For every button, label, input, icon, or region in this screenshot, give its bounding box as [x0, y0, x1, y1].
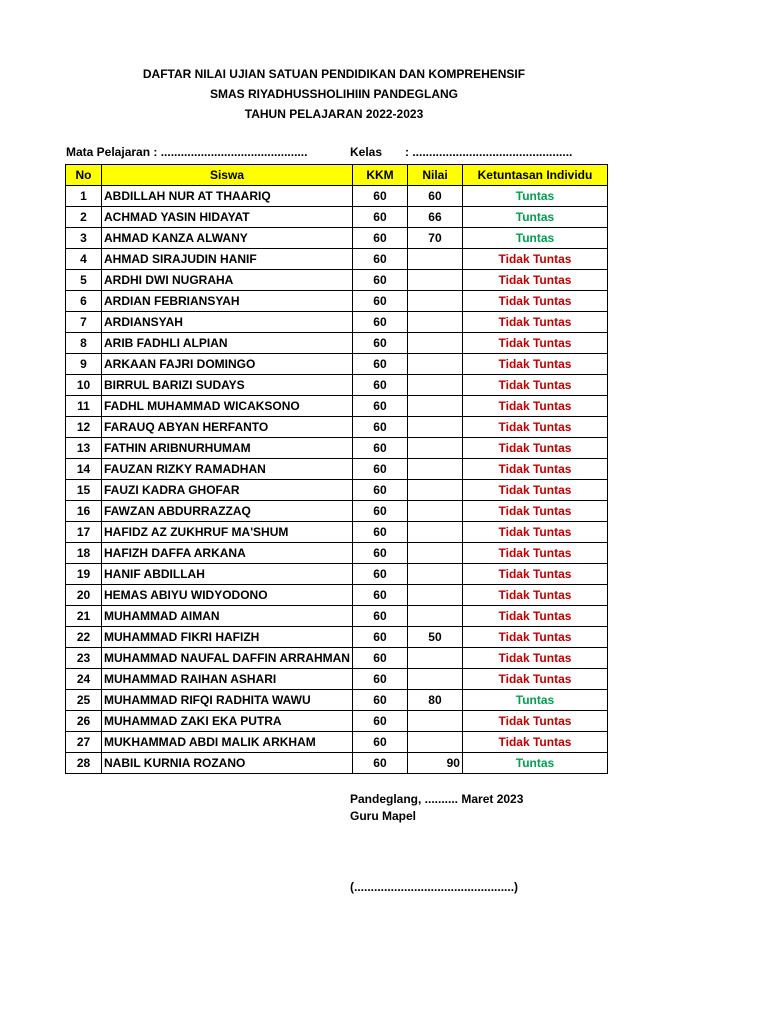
student-name: HEMAS ABIYU WIDYODONO: [102, 585, 353, 606]
student-name: ARDIANSYAH: [102, 312, 353, 333]
completion-status: Tidak Tuntas: [462, 627, 607, 648]
student-name: FADHL MUHAMMAD WICAKSONO: [102, 396, 353, 417]
score-value: [407, 375, 462, 396]
row-number: 26: [66, 711, 102, 732]
completion-status: Tidak Tuntas: [462, 333, 607, 354]
row-number: 5: [66, 270, 102, 291]
score-value: [407, 606, 462, 627]
row-number: 24: [66, 669, 102, 690]
table-row: [66, 669, 608, 690]
kkm-value: 60: [352, 207, 407, 228]
score-value: [407, 501, 462, 522]
row-number: 13: [66, 438, 102, 459]
student-name: MUHAMMAD AIMAN: [102, 606, 353, 627]
student-name: MUHAMMAD FIKRI HAFIZH: [102, 627, 353, 648]
row-number: 20: [66, 585, 102, 606]
student-name: FATHIN ARIBNURHUMAM: [102, 438, 353, 459]
kkm-value: 60: [352, 648, 407, 669]
grades-table: [65, 164, 608, 774]
score-value: [407, 732, 462, 753]
kkm-value: 60: [352, 585, 407, 606]
table-row: [66, 585, 608, 606]
column-header-no: No: [66, 165, 102, 186]
score-value: [407, 543, 462, 564]
score-value: [407, 459, 462, 480]
signature-role: Guru Mapel: [350, 809, 417, 823]
score-value: [407, 480, 462, 501]
student-name: ACHMAD YASIN HIDAYAT: [102, 207, 353, 228]
completion-status: Tidak Tuntas: [462, 648, 607, 669]
completion-status: Tidak Tuntas: [462, 375, 607, 396]
kkm-value: 60: [352, 228, 407, 249]
student-name: AHMAD KANZA ALWANY: [102, 228, 353, 249]
table-row: [66, 438, 608, 459]
kkm-value: 60: [352, 501, 407, 522]
row-number: 16: [66, 501, 102, 522]
completion-status: Tidak Tuntas: [462, 606, 607, 627]
score-value: 66: [407, 207, 462, 228]
kkm-value: 60: [352, 606, 407, 627]
row-number: 15: [66, 480, 102, 501]
table-row: [66, 648, 608, 669]
row-number: 6: [66, 291, 102, 312]
row-number: 3: [66, 228, 102, 249]
student-name: MUHAMMAD ZAKI EKA PUTRA: [102, 711, 353, 732]
score-value: [407, 270, 462, 291]
student-name: MUHAMMAD NAUFAL DAFFIN ARRAHMAN: [102, 648, 353, 669]
completion-status: Tidak Tuntas: [462, 732, 607, 753]
completion-status: Tidak Tuntas: [462, 669, 607, 690]
score-value: 60: [407, 186, 462, 207]
class-field: : ................................................: [405, 145, 573, 159]
score-value: 80: [407, 690, 462, 711]
row-number: 2: [66, 207, 102, 228]
row-number: 4: [66, 249, 102, 270]
score-value: [407, 354, 462, 375]
score-value: [407, 564, 462, 585]
completion-status: Tidak Tuntas: [462, 564, 607, 585]
completion-status: Tidak Tuntas: [462, 501, 607, 522]
student-name: HANIF ABDILLAH: [102, 564, 353, 585]
student-name: ABDILLAH NUR AT THAARIQ: [102, 186, 353, 207]
kkm-value: 60: [352, 312, 407, 333]
completion-status: Tidak Tuntas: [462, 396, 607, 417]
kkm-value: 60: [352, 627, 407, 648]
score-value: [407, 312, 462, 333]
row-number: 9: [66, 354, 102, 375]
kkm-value: 60: [352, 522, 407, 543]
kkm-value: 60: [352, 375, 407, 396]
subject-field: Mata Pelajaran : ............................................: [66, 145, 308, 159]
row-number: 21: [66, 606, 102, 627]
student-name: BIRRUL BARIZI SUDAYS: [102, 375, 353, 396]
completion-status: Tidak Tuntas: [462, 543, 607, 564]
column-header-kkm: KKM: [352, 165, 407, 186]
row-number: 27: [66, 732, 102, 753]
score-value: [407, 522, 462, 543]
kkm-value: 60: [352, 753, 407, 774]
student-name: FAWZAN ABDURRAZZAQ: [102, 501, 353, 522]
student-name: MUHAMMAD RIFQI RADHITA WAWU: [102, 690, 353, 711]
row-number: 23: [66, 648, 102, 669]
student-name: HAFIDZ AZ ZUKHRUF MA'SHUM: [102, 522, 353, 543]
table-row: [66, 186, 608, 207]
signature-name-line: (................................................): [350, 880, 519, 894]
table-row: [66, 228, 608, 249]
table-row: [66, 522, 608, 543]
score-value: [407, 711, 462, 732]
row-number: 12: [66, 417, 102, 438]
score-value: 90: [407, 753, 462, 774]
kkm-value: 60: [352, 333, 407, 354]
table-row: [66, 291, 608, 312]
kkm-value: 60: [352, 186, 407, 207]
score-value: 70: [407, 228, 462, 249]
score-value: [407, 333, 462, 354]
row-number: 28: [66, 753, 102, 774]
table-row: [66, 690, 608, 711]
row-number: 25: [66, 690, 102, 711]
completion-status: Tidak Tuntas: [462, 291, 607, 312]
table-row: [66, 564, 608, 585]
kkm-value: 60: [352, 459, 407, 480]
kkm-value: 60: [352, 690, 407, 711]
kkm-value: 60: [352, 291, 407, 312]
kkm-value: 60: [352, 270, 407, 291]
student-name: MUHAMMAD RAIHAN ASHARI: [102, 669, 353, 690]
document-title: DAFTAR NILAI UJIAN SATUAN PENDIDIKAN DAN KOMPREHENSIF: [142, 67, 526, 81]
row-number: 19: [66, 564, 102, 585]
kkm-value: 60: [352, 711, 407, 732]
completion-status: Tidak Tuntas: [462, 249, 607, 270]
table-row: [66, 732, 608, 753]
table-row: [66, 543, 608, 564]
completion-status: Tuntas: [462, 753, 607, 774]
table-row: [66, 753, 608, 774]
signature-place-date: Pandeglang, .......... Maret 2023: [350, 792, 524, 806]
table-row: [66, 312, 608, 333]
completion-status: Tidak Tuntas: [462, 312, 607, 333]
score-value: [407, 249, 462, 270]
completion-status: Tidak Tuntas: [462, 585, 607, 606]
completion-status: Tidak Tuntas: [462, 480, 607, 501]
completion-status: Tidak Tuntas: [462, 438, 607, 459]
completion-status: Tidak Tuntas: [462, 711, 607, 732]
student-name: ARKAAN FAJRI DOMINGO: [102, 354, 353, 375]
table-row: [66, 501, 608, 522]
row-number: 17: [66, 522, 102, 543]
table-row: [66, 480, 608, 501]
kkm-value: 60: [352, 354, 407, 375]
student-name: MUKHAMMAD ABDI MALIK ARKHAM: [102, 732, 353, 753]
student-name: ARDIAN FEBRIANSYAH: [102, 291, 353, 312]
table-row: [66, 207, 608, 228]
student-name: NABIL KURNIA ROZANO: [102, 753, 353, 774]
row-number: 18: [66, 543, 102, 564]
table-header-row: [66, 165, 608, 186]
row-number: 10: [66, 375, 102, 396]
table-row: [66, 354, 608, 375]
school-name: SMAS RIYADHUSSHOLIHIIN PANDEGLANG: [209, 87, 459, 101]
table-row: [66, 459, 608, 480]
kkm-value: 60: [352, 564, 407, 585]
completion-status: Tidak Tuntas: [462, 354, 607, 375]
row-number: 11: [66, 396, 102, 417]
column-header-student: Siswa: [102, 165, 353, 186]
completion-status: Tuntas: [462, 690, 607, 711]
row-number: 14: [66, 459, 102, 480]
score-value: [407, 291, 462, 312]
completion-status: Tuntas: [462, 228, 607, 249]
kkm-value: 60: [352, 438, 407, 459]
row-number: 8: [66, 333, 102, 354]
score-value: [407, 417, 462, 438]
kkm-value: 60: [352, 543, 407, 564]
student-name: ARDHI DWI NUGRAHA: [102, 270, 353, 291]
row-number: 22: [66, 627, 102, 648]
column-header-completion: Ketuntasan Individu: [462, 165, 607, 186]
completion-status: Tidak Tuntas: [462, 417, 607, 438]
completion-status: Tidak Tuntas: [462, 459, 607, 480]
completion-status: Tidak Tuntas: [462, 270, 607, 291]
student-name: HAFIZH DAFFA ARKANA: [102, 543, 353, 564]
table-row: [66, 270, 608, 291]
table-row: [66, 396, 608, 417]
score-value: [407, 396, 462, 417]
kkm-value: 60: [352, 669, 407, 690]
table-row: [66, 375, 608, 396]
score-value: [407, 648, 462, 669]
completion-status: Tidak Tuntas: [462, 522, 607, 543]
table-row: [66, 333, 608, 354]
student-name: FAUZAN RIZKY RAMADHAN: [102, 459, 353, 480]
kkm-value: 60: [352, 480, 407, 501]
kkm-value: 60: [352, 732, 407, 753]
column-header-score: Nilai: [407, 165, 462, 186]
student-name: FARAUQ ABYAN HERFANTO: [102, 417, 353, 438]
table-row: [66, 249, 608, 270]
academic-year: TAHUN PELAJARAN 2022-2023: [244, 107, 424, 121]
score-value: [407, 585, 462, 606]
table-row: [66, 606, 608, 627]
class-label: Kelas: [350, 145, 383, 159]
kkm-value: 60: [352, 417, 407, 438]
grades-table-body: [66, 186, 608, 774]
completion-status: Tuntas: [462, 186, 607, 207]
row-number: 7: [66, 312, 102, 333]
student-name: AHMAD SIRAJUDIN HANIF: [102, 249, 353, 270]
table-row: [66, 711, 608, 732]
kkm-value: 60: [352, 396, 407, 417]
score-value: [407, 669, 462, 690]
table-row: [66, 417, 608, 438]
row-number: 1: [66, 186, 102, 207]
score-value: 50: [407, 627, 462, 648]
student-name: FAUZI KADRA GHOFAR: [102, 480, 353, 501]
score-value: [407, 438, 462, 459]
table-row: [66, 627, 608, 648]
student-name: ARIB FADHLI ALPIAN: [102, 333, 353, 354]
kkm-value: 60: [352, 249, 407, 270]
completion-status: Tuntas: [462, 207, 607, 228]
